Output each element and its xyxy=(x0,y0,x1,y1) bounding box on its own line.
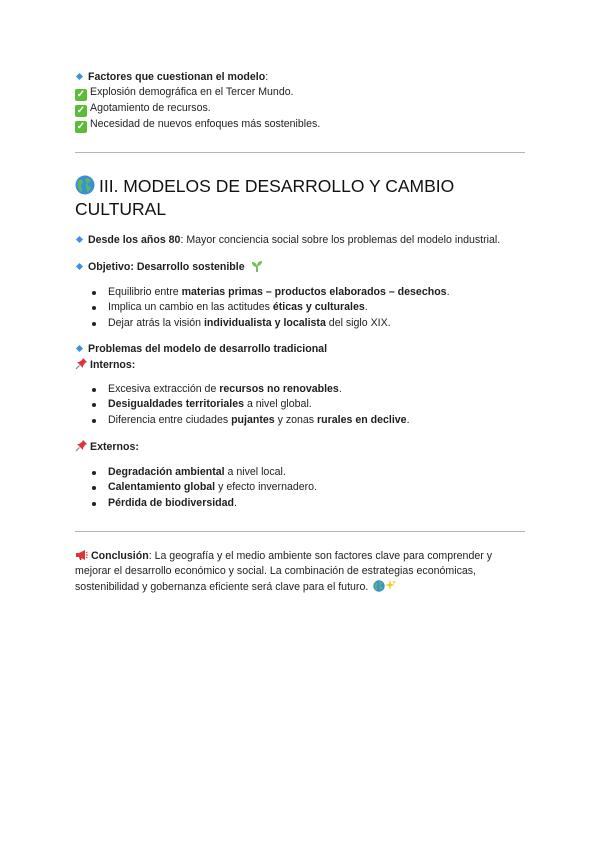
factores-title-line xyxy=(75,70,320,85)
problemas-title: Problemas del modelo de desarrollo tradicional xyxy=(88,343,328,355)
conclusion-text-1: : La geografía y el medio ambiente son factores clave para comprender y xyxy=(148,550,492,562)
problemas-title-line xyxy=(75,342,327,357)
internos-label: Internos: xyxy=(90,359,136,371)
factores-item-text: Agotamiento de recursos. xyxy=(90,102,211,115)
list-item: Calentamiento global y efecto invernadero. xyxy=(75,480,317,495)
factores-title: Factores que cuestionan el modelo xyxy=(88,71,266,83)
divider xyxy=(75,152,525,153)
conclusion-text-2: mejorar el desarrollo económico y social. La combinación de estrategias económicas, xyxy=(75,565,476,578)
factores-title-suffix: : xyxy=(265,71,269,83)
conclusion-line-3 xyxy=(75,580,527,595)
section-heading xyxy=(75,175,454,221)
pushpin-icon xyxy=(75,439,88,452)
externos-list xyxy=(75,465,317,511)
conclusion-label: Conclusión xyxy=(91,550,149,562)
internos-list xyxy=(75,382,410,428)
externos-label-line xyxy=(75,439,139,455)
internos-label-line xyxy=(75,357,135,373)
factores-item-text: Necesidad de nuevos enfoques más sostenibles. xyxy=(90,118,321,131)
check-mark-icon: ✓ xyxy=(76,89,86,101)
externos-label: Externos: xyxy=(90,441,139,453)
list-item: Equilibrio entre materias primas – productos elaborados – desechos. xyxy=(75,285,450,300)
seedling-icon xyxy=(251,260,263,272)
list-item: Pérdida de biodiversidad. xyxy=(75,496,317,511)
objetivo-title-line xyxy=(75,260,263,275)
blue-diamond-icon xyxy=(76,236,83,243)
blue-diamond-icon xyxy=(76,73,83,80)
check-mark-icon: ✓ xyxy=(76,105,86,117)
conclusion-text-3: sostenibilidad y gobernanza eficiente será clave para el futuro. xyxy=(75,580,369,593)
desde-rest: : Mayor conciencia social sobre los problemas del modelo industrial. xyxy=(180,234,501,246)
globe-icon xyxy=(75,175,95,195)
objetivo-list xyxy=(75,285,450,331)
blue-diamond-icon xyxy=(76,345,83,352)
sparkles-icon xyxy=(385,580,396,591)
conclusion-block xyxy=(75,549,527,595)
list-item: Diferencia entre ciudades pujantes y zonas rurales en declive. xyxy=(75,413,410,428)
section-heading-line2: CULTURAL xyxy=(75,199,167,219)
section-heading-line1: III. MODELOS DE DESARROLLO Y CAMBIO xyxy=(99,176,455,196)
blue-diamond-icon xyxy=(76,263,83,270)
check-mark-icon: ✓ xyxy=(76,121,86,133)
list-item: Degradación ambiental a nivel local. xyxy=(75,465,317,480)
factores-block xyxy=(75,70,320,133)
desde-line xyxy=(75,233,500,248)
megaphone-icon xyxy=(75,549,88,561)
pushpin-icon xyxy=(75,357,88,370)
list-item: Excesiva extracción de recursos no renovables. xyxy=(75,382,410,397)
factores-item xyxy=(75,101,320,117)
desde-bold: Desde los años 80 xyxy=(88,234,181,246)
globe-icon xyxy=(373,580,385,592)
list-item: Dejar atrás la visión individualista y localista del siglo XIX. xyxy=(75,316,450,331)
conclusion-line xyxy=(75,549,527,564)
list-item: Implica un cambio en las actitudes éticas y culturales. xyxy=(75,300,450,315)
factores-item xyxy=(75,85,320,101)
factores-item xyxy=(75,117,320,133)
divider xyxy=(75,531,525,532)
factores-item-text: Explosión demográfica en el Tercer Mundo. xyxy=(90,86,294,99)
objetivo-title: Objetivo: Desarrollo sostenible xyxy=(88,261,245,273)
list-item: Desigualdades territoriales a nivel global. xyxy=(75,397,410,412)
